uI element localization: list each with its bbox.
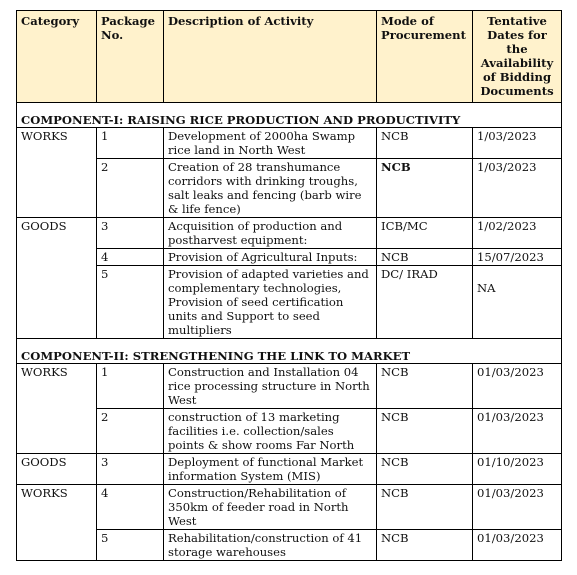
header-row bbox=[17, 11, 562, 103]
mode-cell: NCB bbox=[377, 159, 473, 218]
mode-cell: NCB bbox=[377, 454, 473, 485]
mode-cell: NCB bbox=[377, 249, 473, 266]
mode-cell: NCB bbox=[377, 128, 473, 159]
description-cell: Provision of adapted varieties and complementary technologies, Provision of seed certification units and Support to seed multipliers bbox=[164, 266, 377, 339]
category-cell bbox=[17, 409, 97, 454]
date-cell: 01/10/2023 bbox=[473, 454, 562, 485]
mode-cell: NCB bbox=[377, 409, 473, 454]
component-1-title: COMPONENT-I: RAISING RICE PRODUCTION AND PRODUCTIVITY bbox=[17, 112, 562, 128]
header-category: Category bbox=[17, 11, 97, 103]
category-cell bbox=[17, 530, 97, 561]
table-row bbox=[17, 409, 562, 454]
component-2-title: COMPONENT-II: STRENGTHENING THE LINK TO MARKET bbox=[17, 348, 562, 364]
table-row bbox=[17, 485, 562, 530]
table-row bbox=[17, 218, 562, 249]
table-row bbox=[17, 266, 562, 339]
category-cell: WORKS bbox=[17, 128, 97, 159]
description-cell: Deployment of functional Market information System (MIS) bbox=[164, 454, 377, 485]
header-mode: Mode of Procurement bbox=[377, 11, 473, 103]
date-cell: 01/03/2023 bbox=[473, 530, 562, 561]
category-cell bbox=[17, 266, 97, 339]
component-row bbox=[17, 112, 562, 128]
category-cell: WORKS bbox=[17, 364, 97, 409]
description-cell: Construction and Installation 04 rice processing structure in North West bbox=[164, 364, 377, 409]
mode-cell: NCB bbox=[377, 485, 473, 530]
procurement-plan-document bbox=[16, 10, 562, 561]
package-cell: 1 bbox=[97, 364, 164, 409]
package-cell: 4 bbox=[97, 249, 164, 266]
mode-cell: NCB bbox=[377, 364, 473, 409]
table-row bbox=[17, 364, 562, 409]
category-cell bbox=[17, 159, 97, 218]
description-cell: Provision of Agricultural Inputs: bbox=[164, 249, 377, 266]
date-cell: 1/03/2023 bbox=[473, 159, 562, 218]
package-cell: 2 bbox=[97, 409, 164, 454]
table-row bbox=[17, 530, 562, 561]
category-cell: WORKS bbox=[17, 485, 97, 530]
spacer-row bbox=[17, 103, 562, 113]
date-cell: NA bbox=[473, 266, 562, 339]
header-dates: Tentative Dates for the Availability of Bidding Documents bbox=[473, 11, 562, 103]
mode-cell: DC/ IRAD bbox=[377, 266, 473, 339]
mode-cell: ICB/MC bbox=[377, 218, 473, 249]
package-cell: 4 bbox=[97, 485, 164, 530]
date-cell: 1/02/2023 bbox=[473, 218, 562, 249]
date-cell: 01/03/2023 bbox=[473, 485, 562, 530]
table-row bbox=[17, 249, 562, 266]
mode-cell: NCB bbox=[377, 530, 473, 561]
package-cell: 3 bbox=[97, 218, 164, 249]
table-row bbox=[17, 159, 562, 218]
category-cell: GOODS bbox=[17, 454, 97, 485]
package-cell: 1 bbox=[97, 128, 164, 159]
description-cell: Creation of 28 transhumance corridors with drinking troughs, salt leaks and fencing (barb wire & life fence) bbox=[164, 159, 377, 218]
description-cell: Construction/Rehabilitation of 350km of feeder road in North West bbox=[164, 485, 377, 530]
table-row bbox=[17, 454, 562, 485]
package-cell: 5 bbox=[97, 266, 164, 339]
date-cell: 01/03/2023 bbox=[473, 364, 562, 409]
description-cell: Acquisition of production and postharvest equipment: bbox=[164, 218, 377, 249]
date-cell: 1/03/2023 bbox=[473, 128, 562, 159]
category-cell: GOODS bbox=[17, 218, 97, 249]
description-cell: construction of 13 marketing facilities i.e. collection/sales points & show rooms Far North bbox=[164, 409, 377, 454]
header-description: Description of Activity bbox=[164, 11, 377, 103]
package-cell: 3 bbox=[97, 454, 164, 485]
package-cell: 2 bbox=[97, 159, 164, 218]
table-row bbox=[17, 128, 562, 159]
header-package: Package No. bbox=[97, 11, 164, 103]
description-cell: Rehabilitation/construction of 41 storage warehouses bbox=[164, 530, 377, 561]
description-cell: Development of 2000ha Swamp rice land in North West bbox=[164, 128, 377, 159]
date-cell: 01/03/2023 bbox=[473, 409, 562, 454]
component-row bbox=[17, 348, 562, 364]
procurement-table bbox=[16, 10, 562, 561]
package-cell: 5 bbox=[97, 530, 164, 561]
date-cell: 15/07/2023 bbox=[473, 249, 562, 266]
category-cell bbox=[17, 249, 97, 266]
spacer-row bbox=[17, 339, 562, 349]
